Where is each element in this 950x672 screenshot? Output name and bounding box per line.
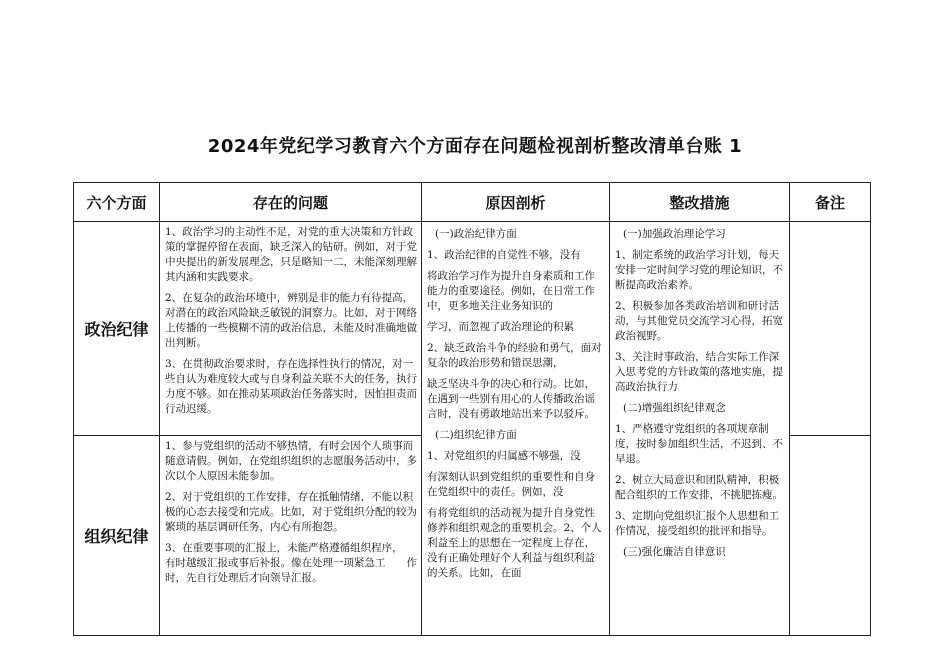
problem-item: 2、在复杂的政治环境中，辨别是非的能力有待提高，对潜在的政治风险缺乏敏锐的洞察力。比如，对于网络上传播的一些模糊不清的政治信息，未能及时准确地做出判断。	[165, 292, 417, 349]
problem-item: 3、在重要事项的汇报上，未能严格遵循组织程序， 有时越级汇报或事后补报。像在处理一项紧急工 作时，先自行处理后才向领导汇报。	[165, 542, 417, 585]
measure-item: 2、积极参加各类政治培训和研讨活动，与其他党员交流学习心得，拓宽政治视野。	[615, 300, 783, 342]
cause-item: 2、缺乏政治斗争的经验和勇气，面对复杂的政治形势和错误思潮，	[427, 342, 602, 369]
measure-item-heading: (三)强化廉洁自律意识	[623, 546, 726, 558]
remarks-cell	[790, 222, 871, 436]
cause-item: 1、对党组织的归属感不够强，没	[427, 450, 581, 462]
cause-item: 有深刻认识到党组织的重要性和自身在党组织中的责任。例如，没	[427, 471, 595, 498]
problem-item: 2、对于党组织的工作安排，存在抵触情绪，不能以积极的心态去接受和完成。比如，对于党组织分配的较为繁琐的基层调研任务，内心有所抱怨。	[165, 491, 417, 534]
document-title: 2024年党纪学习教育六个方面存在问题检视剖析整改清单台账 1	[207, 136, 743, 157]
cause-item-heading: (一)政治纪律方面	[435, 228, 517, 240]
header-measures: 整改措施	[610, 183, 790, 222]
aspect-political-discipline: 政治纪律	[74, 222, 160, 436]
remarks-cell	[790, 436, 871, 636]
cause-item: 将政治学习作为提升自身素质和工作能力的重要途径。例如，在日常工作中，更多地关注业务知识的	[427, 270, 595, 312]
header-aspect: 六个方面	[74, 183, 160, 222]
cause-item: 有将党组织的活动视为提升自身党性修养和组织观念的重要机会。2、个人利益至上的思想在一定程度上存在，没有正确处理好个人利益与组织利益的关系。比如，在面	[427, 507, 602, 579]
causes-cell	[422, 222, 610, 636]
measure-item: 2、树立大局意识和团队精神，积极配合组织的工作安排，不挑肥拣瘦。	[615, 474, 783, 501]
table-row	[74, 222, 871, 436]
problem-item: 3、在贯彻政治要求时，存在选择性执行的情况，对一些自认为难度较大或与自身利益关联不大的任务，执行力度不够。如在推动某项政治任务落实时，因怕担责而行动迟缓。	[165, 358, 417, 415]
rectification-ledger-table	[73, 182, 871, 636]
header-remarks: 备注	[790, 183, 871, 222]
cause-item-heading: (二)组织纪律方面	[435, 429, 517, 441]
measure-item: 1、制定系统的政治学习计划，每天安排一定时间学习党的理论知识，不断提高政治素养。	[615, 249, 783, 291]
table-header-row	[74, 183, 871, 222]
cause-item: 学习，而忽视了政治理论的积累	[427, 321, 574, 333]
measure-item: 1、严格遵守党组织的各项规章制度，按时参加组织生活，不迟到、不早退。	[615, 423, 783, 465]
measure-item: 3、关注时事政治，结合实际工作深入思考党的方针政策的落地实施，提高政治执行力	[615, 351, 783, 393]
problem-item: 1、参与党组织的活动不够热情，有时会因个人琐事而随意请假。例如，在党组织组织的志愿服务活动中，多次以个人原因未能参加。	[165, 440, 417, 483]
problems-cell	[160, 222, 422, 436]
aspect-organizational-discipline: 组织纪律	[74, 436, 160, 636]
measure-item-heading: (一)加强政治理论学习	[623, 228, 726, 240]
measure-item-heading: (二)增强组织纪律观念	[623, 402, 726, 414]
measure-item: 3、定期向党组织汇报个人思想和工作情况，接受组织的批评和指导。	[615, 510, 780, 537]
measures-cell	[610, 222, 790, 636]
header-causes: 原因剖析	[422, 183, 610, 222]
problem-item: 1、政治学习的主动性不足，对党的重大决策和方针政策的掌握停留在表面，缺乏深入的钻研。例如，对于党中央提出的新发展理念，只是略知一二，未能深刻理解其内涵和实践要求。	[165, 226, 417, 283]
problems-cell	[160, 436, 422, 636]
header-problems: 存在的问题	[160, 183, 422, 222]
cause-item: 缺乏坚决斗争的决心和行动。比如，在遇到一些别有用心的人传播政治谣言时，没有勇敢地站出来予以驳斥。	[427, 378, 595, 420]
cause-item: 1、政治纪律的自觉性不够，没有	[427, 249, 581, 261]
